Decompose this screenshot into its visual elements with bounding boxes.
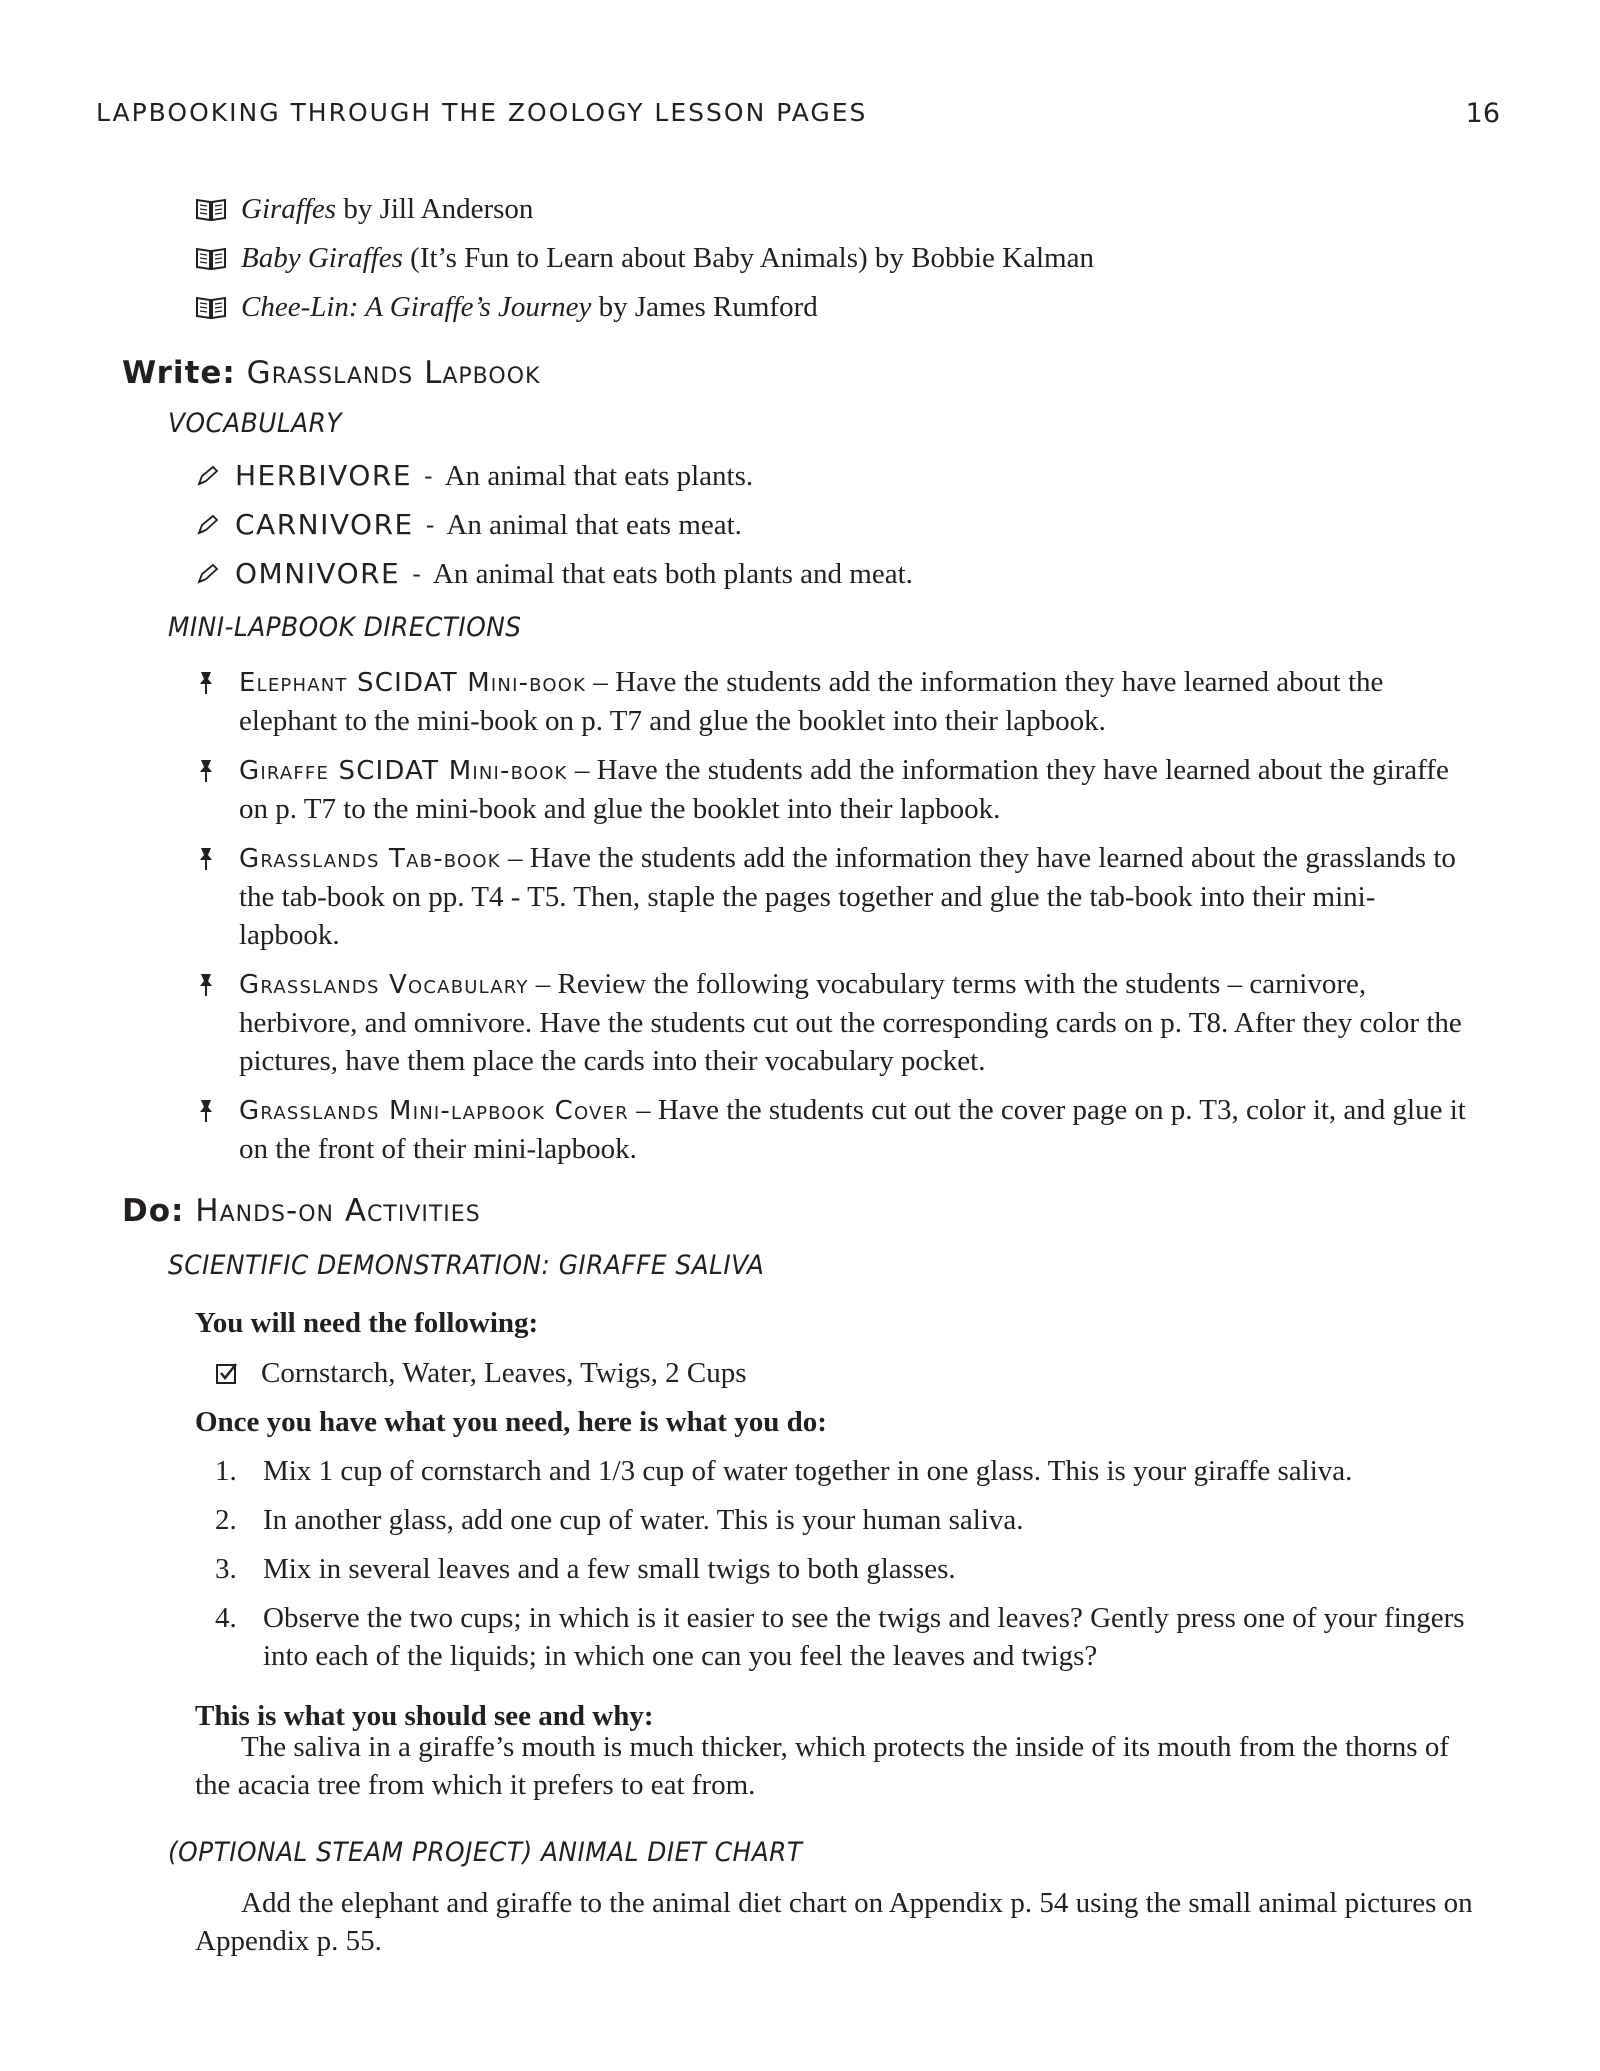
open-book-icon [195,294,227,320]
direction-item [195,1091,1475,1168]
book-list [195,190,1094,337]
direction-item [195,663,1475,740]
direction-text: – Have the students add the information they have learned about the grasslands to the tab-book on pp. T4 - T5. Then, staple the pages together and glue the tab-book into their mini-lapbook. [239,842,1456,951]
direction-item [195,751,1475,828]
list-item [195,239,1094,288]
book-title: Baby Giraffes [241,242,403,274]
direction-name: Grasslands Mini-lapbook Cover [239,1096,629,1126]
vocab-definition: An animal that eats meat. [446,509,742,541]
direction-text: – Have the students add the information they have learned about the giraffe on p. T7 to the mini-book and glue the booklet into their lapbook. [239,754,1449,825]
vocabulary-heading: VOCABULARY [168,408,342,439]
book-title: Chee-Lin: A Giraffe’s Journey [241,291,592,323]
vocab-item: OMNIVORE - An animal that eats both plants and meat. [195,555,913,604]
vocab-term: OMNIVORE [235,557,401,590]
step-item [215,1550,1475,1588]
step-number: 3. [215,1553,237,1585]
needs-label: You will need the following: [195,1307,539,1339]
book-author: by James Rumford [591,291,818,323]
step-text: Mix 1 cup of cornstarch and 1/3 cup of water together in one glass. This is your giraffe saliva. [263,1455,1353,1487]
checkbox-checked-icon [215,1361,239,1385]
steam-heading: (OPTIONAL STEAM PROJECT) ANIMAL DIET CHART [168,1837,803,1868]
book-title: Giraffes [241,193,337,225]
do-section-heading [122,1193,481,1229]
vocab-definition: An animal that eats plants. [444,460,754,492]
supplies-text: Cornstarch, Water, Leaves, Twigs, 2 Cups [261,1357,747,1389]
pushpin-icon [195,670,217,696]
step-item [215,1599,1475,1675]
vocab-term: HERBIVORE [235,459,413,492]
write-section-heading [122,355,540,391]
direction-text: – Have the students cut out the cover page on p. T3, color it, and glue it on the front of their mini-lapbook. [239,1094,1466,1165]
why-label: This is what you should see and why: [195,1700,654,1732]
pushpin-icon [195,846,217,872]
pencil-icon [195,464,219,488]
direction-text: – Review the following vocabulary terms with the students – carnivore, herbivore, and omnivore. Have the students cut out the corresponding cards on p. T8. After they color the pictures, have them place the cards into their vocabulary pocket. [239,968,1462,1077]
directions-list [195,663,1475,1179]
section-title: Grasslands Lapbook [246,355,541,391]
step-item [215,1452,1475,1490]
step-item [215,1501,1475,1539]
step-text: In another glass, add one cup of water. This is your human saliva. [263,1504,1024,1536]
supplies-item [215,1354,747,1392]
pencil-icon [195,513,219,537]
book-author: (It’s Fun to Learn about Baby Animals) by Bobbie Kalman [402,242,1094,274]
direction-text: – Have the students add the information they have learned about the elephant to the mini-book on p. T7 and glue the booklet into their lapbook. [239,666,1384,737]
directions-heading: MINI-LAPBOOK DIRECTIONS [168,612,522,643]
direction-name: Grasslands Tab-book [239,844,501,874]
vocab-term: CARNIVORE [235,508,414,541]
pencil-icon [195,562,219,586]
open-book-icon [195,196,227,222]
direction-item [195,839,1475,954]
pushpin-icon [195,1098,217,1124]
section-title: Hands-on Activities [195,1193,481,1229]
step-text: Mix in several leaves and a few small twigs to both glasses. [263,1553,956,1585]
vocab-item: HERBIVORE - An animal that eats plants. [195,457,913,506]
pushpin-icon [195,758,217,784]
step-number: 2. [215,1504,237,1536]
vocab-item: CARNIVORE - An animal that eats meat. [195,506,913,555]
section-lead: Write: [122,355,236,391]
step-text: Observe the two cups; in which is it easier to see the twigs and leaves? Gently press one of your fingers into each of the liquids; in which one can you feel the leaves and twigs? [263,1602,1465,1672]
direction-item [195,965,1475,1080]
direction-name: Elephant SCIDAT Mini-book [239,668,587,698]
demonstration-heading: SCIENTIFIC DEMONSTRATION: GIRAFFE SALIVA [168,1250,765,1281]
list-item [195,288,1094,337]
page-number: 16 [1465,98,1500,129]
steps-label: Once you have what you need, here is what you do: [195,1406,827,1438]
open-book-icon [195,245,227,271]
step-number: 1. [215,1455,237,1487]
pushpin-icon [195,972,217,998]
list-item [195,190,1094,239]
book-author: by Jill Anderson [336,193,534,225]
section-lead: Do: [122,1193,185,1229]
running-title: LAPBOOKING THROUGH THE ZOOLOGY LESSON PAGES [96,98,868,127]
steps-list [215,1452,1475,1686]
steam-paragraph: Add the elephant and giraffe to the animal diet chart on Appendix p. 54 using the small animal pictures on Appendix p. 55. [195,1887,1473,1957]
step-number: 4. [215,1602,237,1634]
why-paragraph: The saliva in a giraffe’s mouth is much thicker, which protects the inside of its mouth from the thorns of the acacia tree from which it prefers to eat from. [195,1731,1449,1801]
vocabulary-list [195,457,913,604]
vocab-definition: An animal that eats both plants and meat. [432,558,913,590]
direction-name: Grasslands Vocabulary [239,970,529,1000]
direction-name: Giraffe SCIDAT Mini-book [239,756,568,786]
